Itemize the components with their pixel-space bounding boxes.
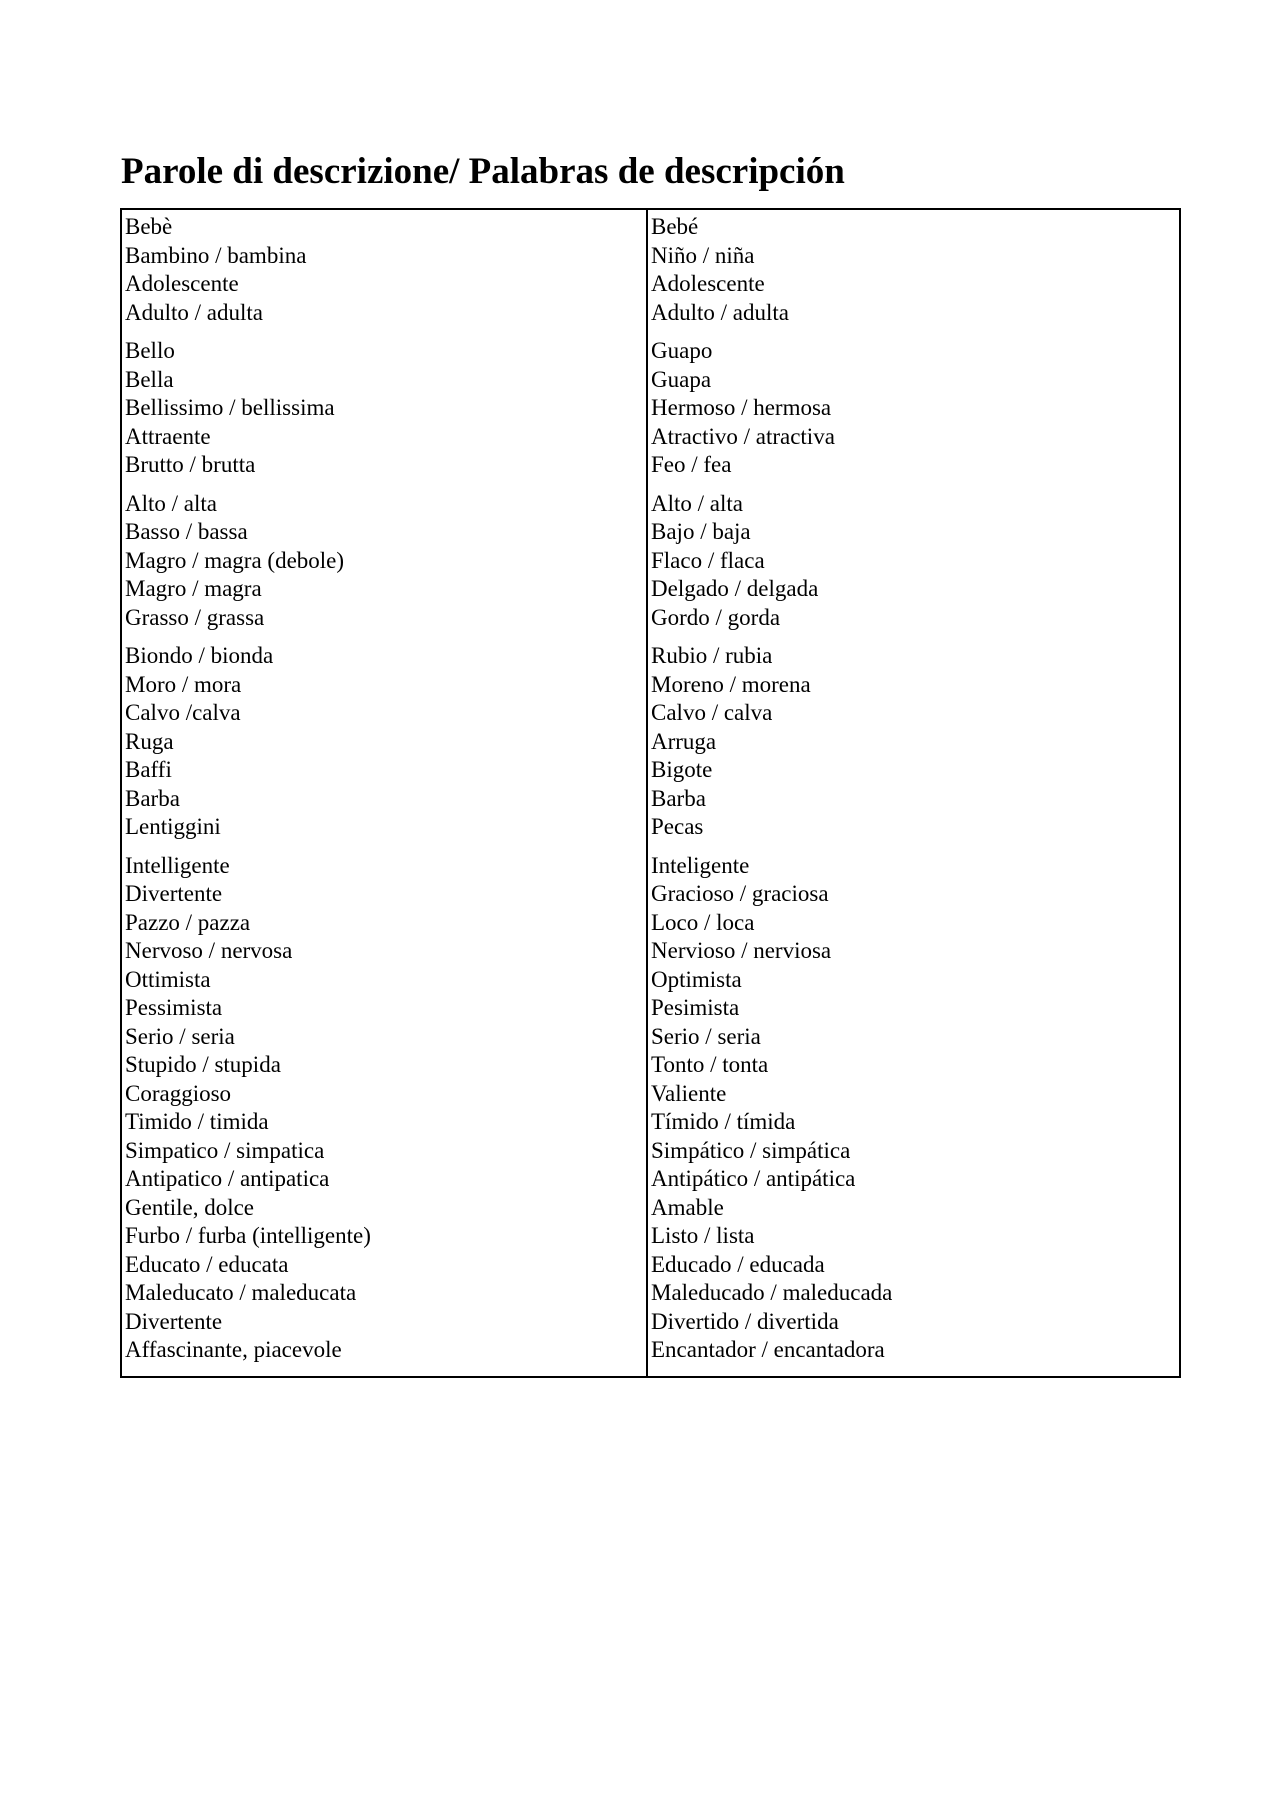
word-entry: Magro / magra [125,576,262,601]
word-entry: Maleducato / maleducata [125,1280,357,1305]
word-entry: Affascinante, piacevole [125,1337,342,1362]
word-entry: Educato / educata [125,1251,289,1277]
vocabulary-table [120,208,1181,1378]
word-entry: Valiente [651,1080,727,1106]
word-entry: Moro / mora [125,671,242,697]
word-entry: Pazzo / pazza [125,909,251,935]
word-entry: Magro / magra (debole) [125,547,345,573]
word-entry: Educado / educada [651,1251,825,1277]
word-entry: Basso / bassa [125,519,248,544]
word-entry: Pecas [651,814,704,839]
word-entry: Attraente [125,423,211,449]
word-entry: Bajo / baja [651,519,751,544]
word-entry: Adolescente [125,271,239,296]
word-entry: Bellissimo / bellissima [125,395,335,420]
word-entry: Tonto / tonta [651,1052,769,1077]
word-entry: Serio / seria [651,1023,761,1049]
word-group [125,337,640,480]
word-group [125,642,640,842]
word-entry: Antipatico / antipatica [125,1166,330,1191]
word-entry: Simpático / simpática [651,1137,851,1163]
word-entry: Barba [651,785,706,811]
italian-column [125,210,640,1365]
word-group [651,213,1176,327]
word-entry: Pesimista [651,995,740,1020]
word-entry: Gracioso / graciosa [651,881,829,906]
word-entry: Optimista [651,966,742,992]
word-entry: Atractivo / atractiva [651,423,835,449]
word-entry: Niño / niña [651,242,755,268]
word-entry: Guapo [651,338,713,363]
word-entry: Divertente [125,1308,223,1334]
word-entry: Inteligente [651,852,750,878]
word-entry: Delgado / delgada [651,576,819,601]
word-entry: Adulto / adulta [125,299,263,325]
word-entry: Timido / timida [125,1109,269,1134]
word-entry: Serio / seria [125,1023,235,1049]
word-entry: Furbo / furba (intelligente) [125,1223,371,1248]
word-entry: Gordo / gorda [651,604,781,630]
word-entry: Calvo / calva [651,700,773,725]
word-entry: Nervoso / nervosa [125,938,293,963]
word-entry: Lentiggini [125,814,221,839]
word-entry: Tímido / tímida [651,1109,796,1134]
word-entry: Listo / lista [651,1223,755,1248]
word-entry: Stupido / stupida [125,1052,281,1077]
page-title: Parole di descrizione/ Palabras de descripción [121,151,845,192]
word-entry: Intelligente [125,852,230,878]
word-entry: Loco / loca [651,909,755,935]
word-entry: Coraggioso [125,1080,232,1106]
word-group [651,337,1176,480]
word-entry: Adolescente [651,271,765,296]
column-divider [646,210,648,1376]
word-entry: Antipático / antipática [651,1166,856,1191]
word-entry: Alto / alta [125,490,217,516]
word-entry: Bambino / bambina [125,242,307,268]
word-group [125,213,640,327]
word-group [651,490,1176,633]
spanish-column [651,210,1176,1365]
word-entry: Baffi [125,757,172,782]
word-entry: Bello [125,338,175,363]
word-group [651,852,1176,1365]
word-entry: Moreno / morena [651,671,811,697]
word-entry: Adulto / adulta [651,299,789,325]
word-entry: Rubio / rubia [651,643,773,668]
word-entry: Alto / alta [651,490,743,516]
word-entry: Calvo /calva [125,700,241,725]
word-entry: Guapa [651,366,712,392]
word-entry: Divertido / divertida [651,1308,839,1334]
word-entry: Arruga [651,728,717,754]
word-entry: Encantador / encantadora [651,1337,885,1362]
word-entry: Bebé [651,214,699,239]
word-group [125,852,640,1365]
word-group [125,490,640,633]
word-entry: Bella [125,366,174,392]
word-entry: Bebè [125,214,173,239]
word-entry: Ruga [125,728,174,754]
word-entry: Feo / fea [651,452,732,477]
word-entry: Biondo / bionda [125,643,274,668]
word-entry: Barba [125,785,180,811]
word-entry: Nervioso / nerviosa [651,938,832,963]
word-entry: Divertente [125,881,223,906]
word-entry: Simpatico / simpatica [125,1137,325,1163]
word-entry: Bigote [651,757,713,782]
word-entry: Hermoso / hermosa [651,395,832,420]
word-entry: Flaco / flaca [651,547,765,573]
word-group [651,642,1176,842]
word-entry: Brutto / brutta [125,452,256,477]
word-entry: Gentile, dolce [125,1194,255,1220]
word-entry: Pessimista [125,995,223,1020]
word-entry: Maleducado / maleducada [651,1280,893,1305]
word-entry: Amable [651,1194,724,1220]
word-entry: Grasso / grassa [125,604,265,630]
word-entry: Ottimista [125,966,211,992]
